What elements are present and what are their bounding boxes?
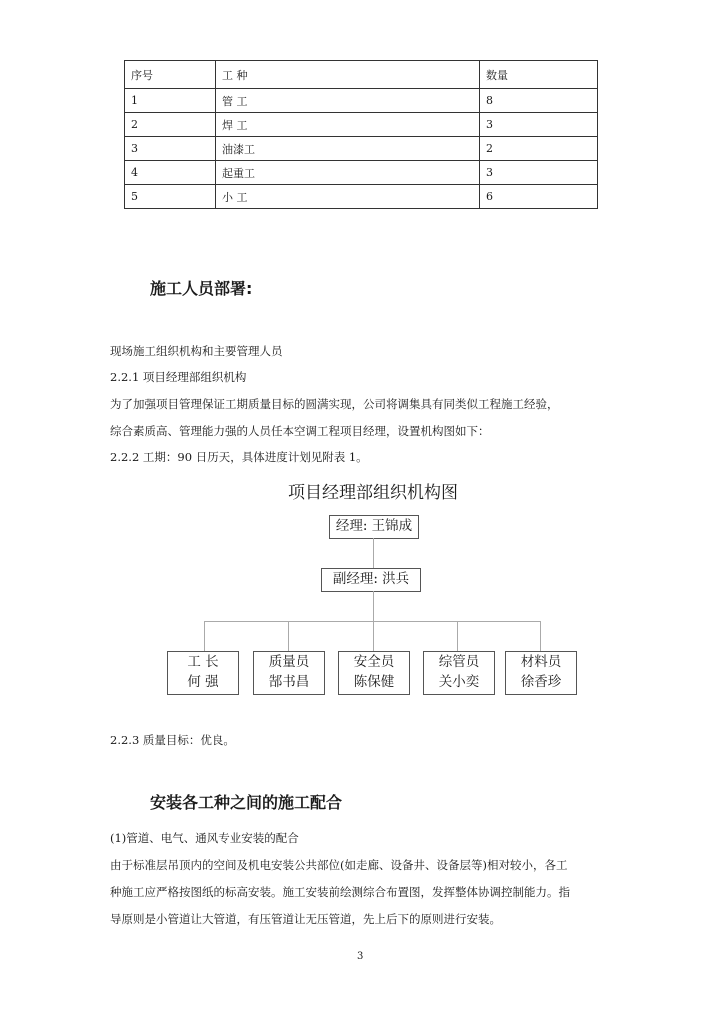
staff-name: 郜书昌 — [268, 674, 310, 690]
staff-name: 何 强 — [187, 674, 219, 690]
staff-role: 综管员 — [438, 654, 480, 670]
connector-line — [540, 621, 541, 651]
connector-line — [373, 621, 374, 651]
paragraph-line: 种施工应严格按图纸的标高安装。施工安装前绘测综合布置图，发挥整体协调控制能力。指 — [110, 885, 570, 899]
staff-role: 工 长 — [187, 654, 219, 670]
table-row — [125, 185, 598, 209]
paragraph-line: 为了加强项目管理保证工期质量目标的圆满实现，公司将调集具有同类似工程施工经验， — [110, 397, 559, 411]
table-header-row — [125, 61, 598, 89]
staff-box — [253, 651, 325, 695]
connector-line — [204, 621, 205, 651]
connector-line — [373, 538, 374, 568]
section-heading-coordination: 安装各工种之间的施工配合 — [150, 793, 343, 812]
paragraph-line: 2.2.1 项目经理部组织机构 — [110, 370, 247, 384]
table-cell: 3 — [125, 137, 216, 161]
table-row — [125, 161, 598, 185]
staff-box — [167, 651, 239, 695]
connector-line — [204, 621, 540, 622]
manager-box: 经理: 王锦成 — [329, 515, 419, 539]
table-cell: 1 — [125, 89, 216, 113]
table-row — [125, 137, 598, 161]
paragraph-line: 综合素质高、管理能力强的人员任本空调工程项目经理，设置机构图如下： — [110, 424, 490, 438]
paragraph-line: 现场施工组织机构和主要管理人员 — [110, 344, 283, 358]
table-cell: 起重工 — [216, 161, 480, 185]
worker-table — [124, 60, 598, 209]
staff-name: 陈保健 — [353, 674, 395, 690]
staff-box — [423, 651, 495, 695]
table-cell: 焊 工 — [216, 113, 480, 137]
staff-name: 徐香珍 — [520, 674, 562, 690]
table-cell: 3 — [480, 113, 598, 137]
staff-role: 安全员 — [353, 654, 395, 670]
table-cell: 4 — [125, 161, 216, 185]
table-cell: 2 — [125, 113, 216, 137]
header-cell: 工 种 — [216, 61, 480, 89]
table-cell: 小 工 — [216, 185, 480, 209]
paragraph-line: 2.2.2 工期：90 日历天，具体进度计划见附表 1。 — [110, 450, 368, 464]
deputy-box: 副经理: 洪兵 — [321, 568, 421, 592]
table-row — [125, 113, 598, 137]
paragraph-line: 由于标准层吊顶内的空间及机电安装公共部位(如走廊、设备井、设备层等)相对较小，各工 — [110, 858, 568, 872]
header-cell: 序号 — [125, 61, 216, 89]
org-chart-title: 项目经理部组织机构图 — [288, 483, 458, 503]
table-row — [125, 89, 598, 113]
connector-line — [288, 621, 289, 651]
page-number: 3 — [357, 951, 364, 962]
connector-line — [373, 591, 374, 621]
table-cell: 6 — [480, 185, 598, 209]
table-cell: 2 — [480, 137, 598, 161]
staff-box — [338, 651, 410, 695]
header-cell: 数量 — [480, 61, 598, 89]
section-heading-staffing: 施工人员部署: — [150, 279, 253, 298]
quality-goal: 2.2.3 质量目标：优良。 — [110, 733, 235, 747]
staff-role: 材料员 — [520, 654, 562, 670]
table-cell: 管 工 — [216, 89, 480, 113]
paragraph-line: 导原则是小管道让大管道，有压管道让无压管道，先上后下的原则进行安装。 — [110, 912, 501, 926]
table-cell: 3 — [480, 161, 598, 185]
staff-role: 质量员 — [268, 654, 310, 670]
staff-name: 关小奕 — [438, 674, 480, 690]
table-cell: 5 — [125, 185, 216, 209]
table-cell: 8 — [480, 89, 598, 113]
connector-line — [457, 621, 458, 651]
staff-box — [505, 651, 577, 695]
paragraph-line: (1)管道、电气、通风专业安装的配合 — [110, 831, 299, 845]
table-cell: 油漆工 — [216, 137, 480, 161]
